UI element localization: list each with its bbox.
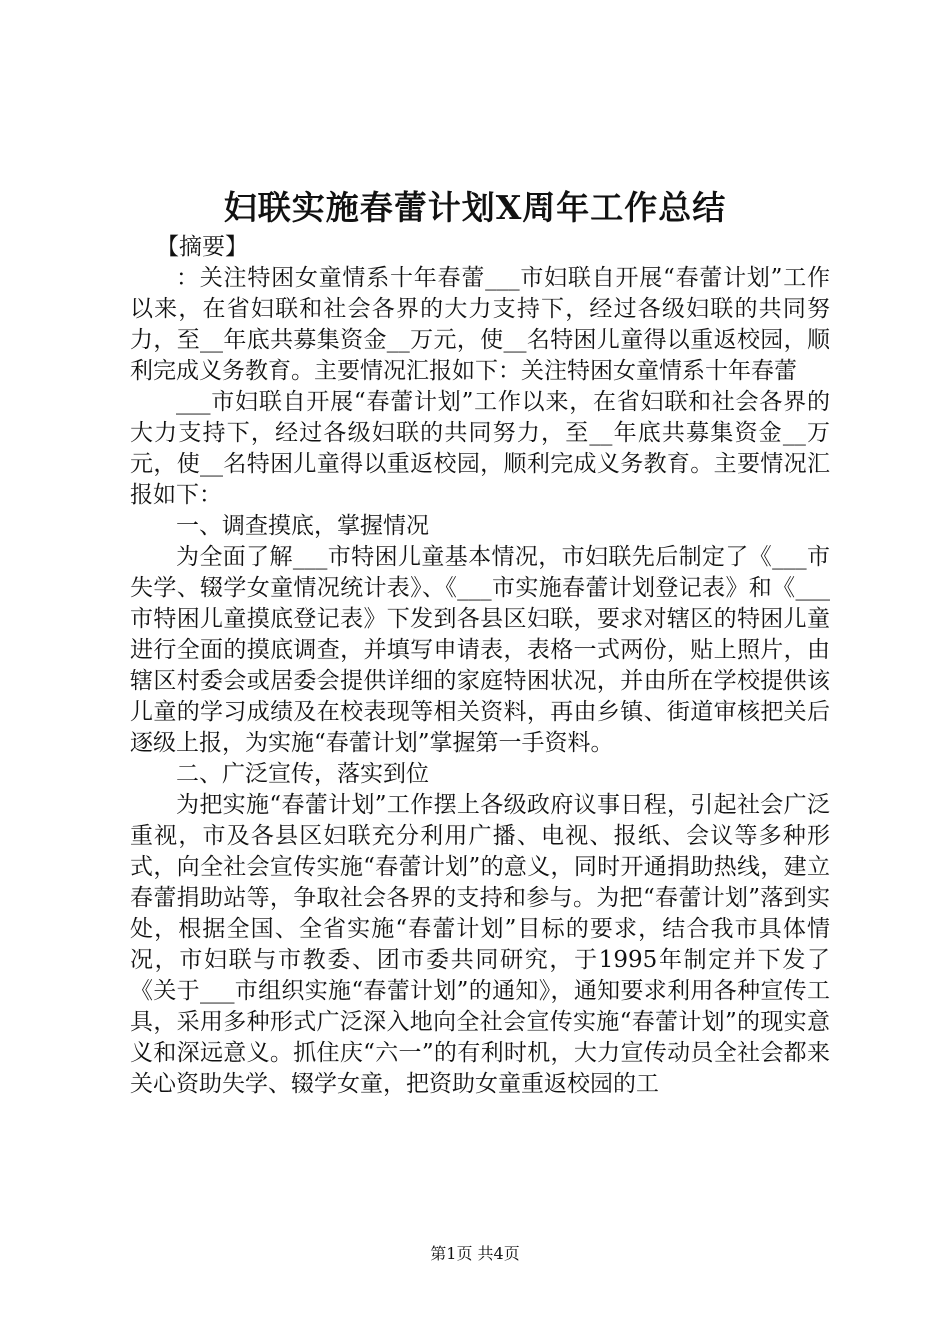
abstract-paragraph: ：关注特困女童情系十年春蕾___市妇联自开展“春蕾计划”工作以来，在省妇联和社会各界的大力支持下，经过各级妇联的共同努力，至__年底共募集资金__万元，使__名特困儿童得以重返校园，顺利完成义务教育。主要情况汇报如下：关注特困女童情系十年春蕾 [130, 265, 830, 384]
section-paragraph-1: 为全面了解___市特困儿童基本情况，市妇联先后制定了《___市失学、辍学女童情况统计表》、《___市实施春蕾计划登记表》和《___市特困儿童摸底登记表》下发到各县区妇联，要求对辖区的特困儿童进行全面的摸底调查，并填写申请表，表格一式两份，贴上照片，由辖区村委会或居委会提供详细的家庭特困状况，并由所在学校提供该儿童的学习成绩及在校表现等相关资料，再由乡镇、街道审核把关后逐级上报，为实施“春蕾计划”掌握第一手资料。 [130, 544, 830, 756]
section-heading-1: 一、调查摸底，掌握情况 [176, 513, 429, 539]
document-body [130, 232, 830, 1100]
section-heading-2: 二、广泛宣传，落实到位 [176, 761, 429, 787]
intro-paragraph: ___市妇联自开展“春蕾计划”工作以来，在省妇联和社会各界的大力支持下，经过各级妇联的共同努力，至__年底共募集资金__万元，使__名特困儿童得以重返校园，顺利完成义务教育。主要情况汇报如下： [130, 389, 830, 508]
page-number: 第1页 共4页 [430, 1244, 520, 1263]
section-paragraph-2: 为把实施“春蕾计划”工作摆上各级政府议事日程，引起社会广泛重视，市及各县区妇联充分利用广播、电视、报纸、会议等多种形式，向全社会宣传实施“春蕾计划”的意义，同时开通捐助热线，建立春蕾捐助站等，争取社会各界的支持和参与。为把“春蕾计划”落到实处，根据全国、全省实施“春蕾计划”目标的要求，结合我市具体情况，市妇联与市教委、团市委共同研究，于1995年制定并下发了《关于___市组织实施“春蕾计划”的通知》，通知要求利用各种宣传工具，采用多种形式广泛深入地向全社会宣传实施“春蕾计划”的现实意义和深远意义。抓住庆“六一”的有利时机，大力宣传动员全社会都来关心资助失学、辍学女童，把资助女童重返校园的工 [130, 792, 830, 1097]
document-title: 妇联实施春蕾计划X周年工作总结 [223, 188, 727, 227]
abstract-label: 【摘要】 [156, 234, 248, 260]
